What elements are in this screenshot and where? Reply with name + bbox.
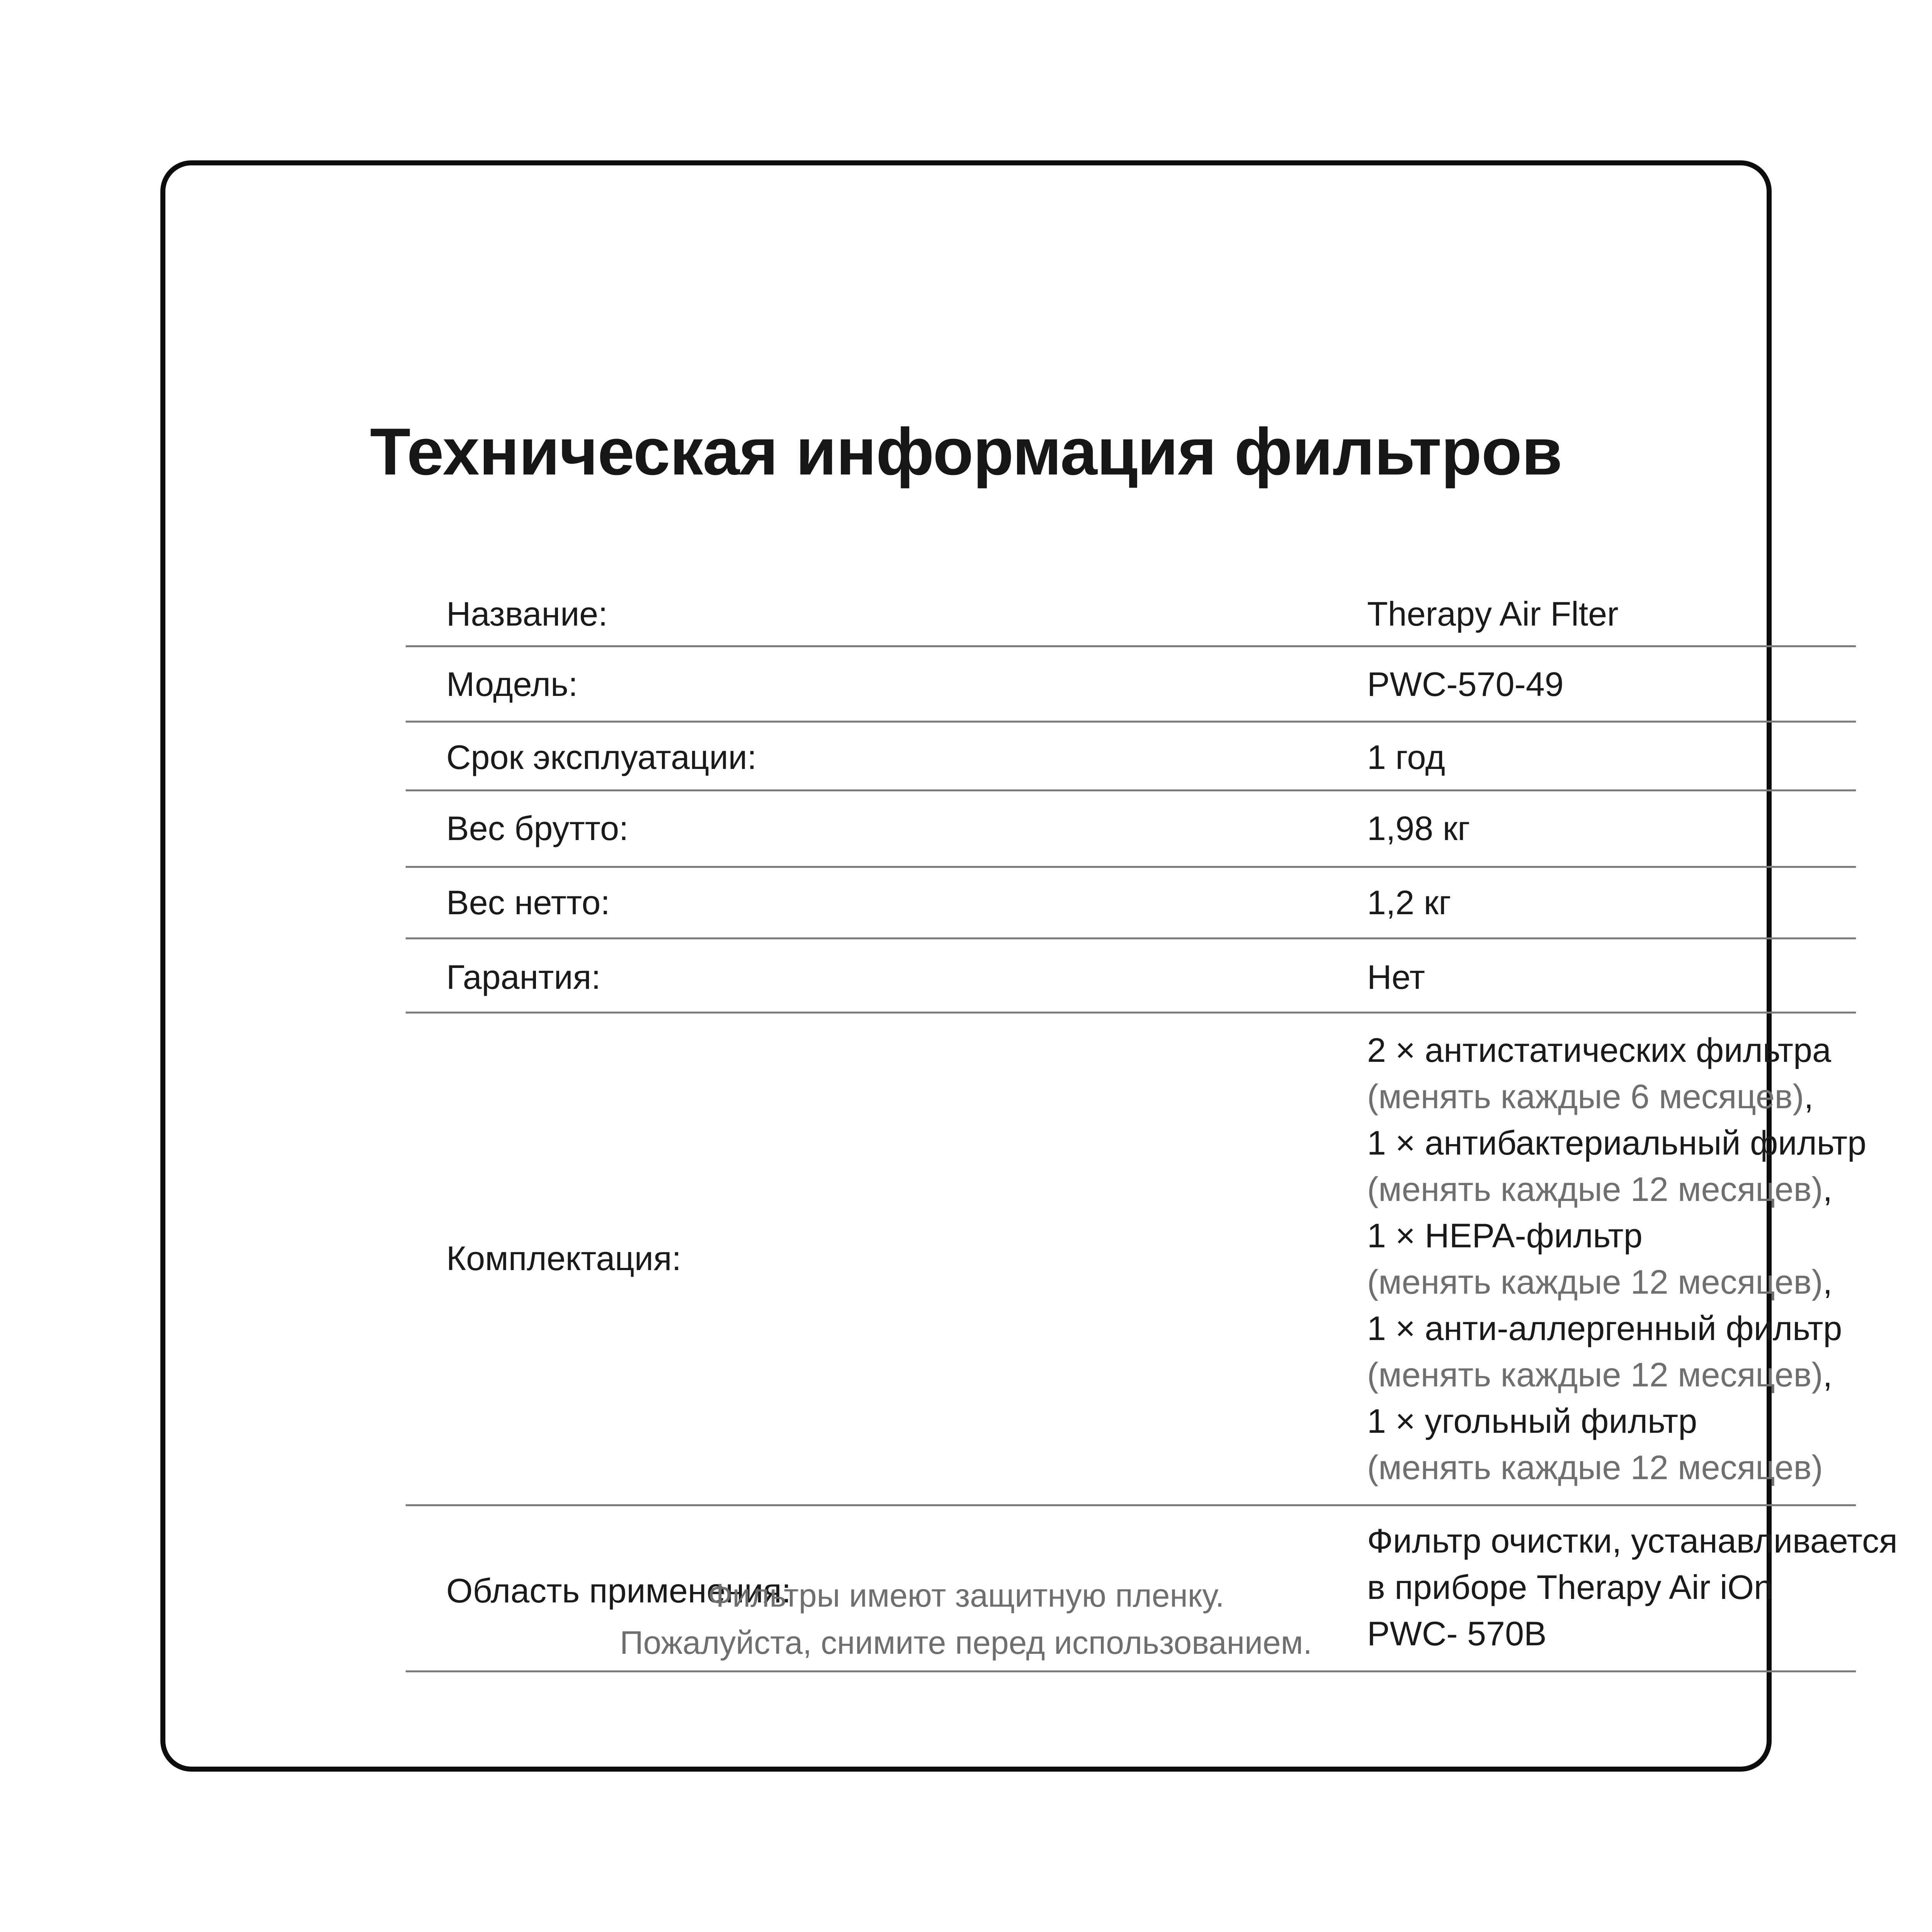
- contents-item: 1 × HEPA-фильтр: [1367, 1216, 1643, 1255]
- spec-row-warranty: [406, 939, 1856, 1014]
- contents-note-line: [1367, 1259, 1866, 1305]
- spec-value: 1,2 кг: [1367, 883, 1451, 922]
- spec-row-service-life: [406, 723, 1856, 791]
- contents-separator: ,: [1823, 1355, 1833, 1394]
- spec-label: Комплектация:: [446, 1239, 682, 1277]
- application-line: Фильтр очистки, устанавливается: [1367, 1522, 1898, 1560]
- spec-value: PWC-570-49: [1367, 665, 1564, 703]
- spec-label: Область применения:: [446, 1571, 791, 1610]
- spec-row-net-weight: [406, 868, 1856, 939]
- spec-label: Гарантия:: [446, 958, 601, 996]
- spec-value: Нет: [1367, 958, 1425, 996]
- spec-label: Вес брутто:: [446, 809, 629, 847]
- footer-line-1: Фильтры имеют защитную пленку.: [707, 1577, 1225, 1614]
- contents-separator: ,: [1823, 1263, 1833, 1301]
- spec-label: Название:: [446, 595, 608, 633]
- contents-item: 1 × угольный фильтр: [1367, 1402, 1697, 1440]
- contents-item: 1 × анти-аллергенный фильтр: [1367, 1309, 1842, 1347]
- contents-note: (менять каждые 12 месяцев): [1367, 1263, 1823, 1301]
- contents-separator: ,: [1804, 1077, 1814, 1116]
- contents-item: 1 × антибактериальный фильтр: [1367, 1124, 1867, 1162]
- footer-note: [165, 1572, 1767, 1666]
- spec-value: 1,98 кг: [1367, 809, 1470, 847]
- spec-label: Срок эксплуатации:: [446, 738, 757, 776]
- spec-row-model: [406, 647, 1856, 723]
- spec-value: Therapy Air Flter: [1367, 595, 1619, 633]
- contents-note-line: [1367, 1352, 1866, 1398]
- contents-note-line: [1367, 1444, 1866, 1491]
- application-line: PWC- 570B: [1367, 1614, 1547, 1653]
- contents-note: (менять каждые 12 месяцев): [1367, 1355, 1823, 1394]
- spec-label: Вес нетто:: [446, 883, 610, 922]
- footer-line-2: Пожалуйста, снимите перед использованием.: [620, 1624, 1312, 1661]
- spec-row-name: [406, 573, 1856, 647]
- contents-note: (менять каждые 6 месяцев): [1367, 1077, 1804, 1116]
- contents-note-line: [1367, 1073, 1866, 1120]
- contents-note: (менять каждые 12 месяцев): [1367, 1170, 1823, 1208]
- spec-row-contents: [406, 1014, 1867, 1506]
- contents-note-line: [1367, 1166, 1866, 1213]
- contents-list: [1367, 1027, 1866, 1491]
- contents-item: 2 × антистатических фильтра: [1367, 1031, 1831, 1069]
- page-title: Техническая информация фильтров: [370, 415, 1562, 489]
- spec-table: [406, 573, 1898, 1672]
- contents-note: (менять каждые 12 месяцев): [1367, 1448, 1823, 1486]
- spec-row-gross-weight: [406, 791, 1856, 868]
- contents-separator: ,: [1823, 1170, 1833, 1208]
- application-line: в приборе Therapy Air iOn: [1367, 1568, 1773, 1606]
- spec-card: [160, 160, 1898, 1772]
- spec-value: 1 год: [1367, 738, 1445, 776]
- spec-label: Модель:: [446, 665, 578, 703]
